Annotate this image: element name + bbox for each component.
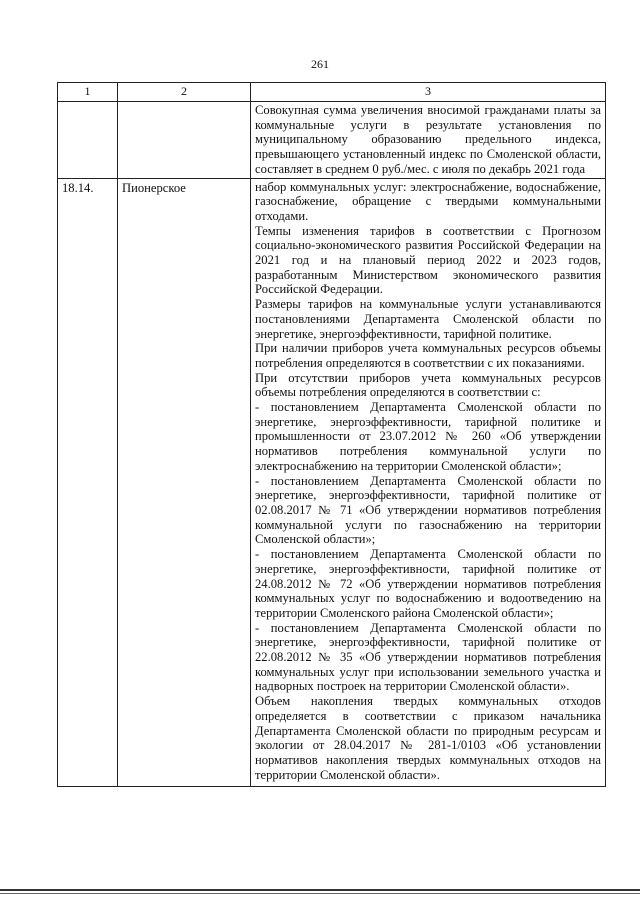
paragraph-resolution-water: - постановлением Департамента Смоленской области по энергетике, энергоэффективности, тарифной политике от 24.08.2012 № 72 «Об утверждении нормативов потребления коммунальных услуг по водоснабжению и водоотведению на территории Смоленского района Смоленской области»; [255, 547, 601, 620]
paragraph-resolution-land: - постановлением Департамента Смоленской области по энергетике, энергоэффективности, тарифной политике от 22.08.2012 № 35 «Об утверждении нормативов потребления коммунальных услуг при использовании земельного участка и надворных построек на территории Смоленской области». [255, 620, 601, 694]
continuation-name-cell [118, 102, 251, 179]
tariff-table [57, 82, 606, 787]
paragraph-unmetered: При отсутствии приборов учета коммунальных ресурсов объемы потребления определяются в соответствии с: [255, 370, 601, 400]
continuation-text-cell [251, 102, 606, 179]
column-header-1: 1 [58, 83, 118, 102]
continuation-paragraph: Совокупная сумма увеличения вносимой гражданами платы за коммунальные услуги в результате установления по муниципальному образованию предельного индекса, превышающего установленный индекс по Смоленской области, составляет в среднем 0 руб./мес. с июля по декабрь 2021 года [255, 103, 601, 176]
paragraph-tariff-rates: Темпы изменения тарифов в соответствии с Прогнозом социально-экономического развития Российской Федерации на 2021 год и на плановый период 2022 и 2023 годов, разработанным Министерством экономического развития Российской Федерации. [255, 223, 601, 297]
scan-edge-line-secondary [0, 893, 640, 894]
paragraph-solid-waste: Объем накопления твердых коммунальных отходов определяется в соответствии с приказом начальника Департамента Смоленской области по природным ресурсам и экологии от 28.04.2017 № 281-1/0103 «Об установлении нормативов накопления твердых коммунальных отходов на территории Смоленской области». [255, 694, 601, 782]
scan-edge-line [0, 889, 640, 891]
column-header-2: 2 [118, 83, 251, 102]
table-header-row [58, 83, 606, 102]
paragraph-metered: При наличии приборов учета коммунальных ресурсов объемы потребления определяются в соответствии с их показаниями. [255, 341, 601, 370]
row-description-cell [251, 178, 606, 787]
paragraph-resolution-gas: - постановлением Департамента Смоленской области по энергетике, энергоэффективности, тарифной политике от 02.08.2017 № 71 «Об утверждении нормативов потребления коммунальной услуги по газоснабжению на территории Смоленской области»; [255, 473, 601, 547]
table-row [58, 178, 606, 787]
table-row-continuation [58, 102, 606, 179]
column-header-3: 3 [251, 83, 606, 102]
continuation-number-cell [58, 102, 118, 179]
paragraph-resolution-electricity: - постановлением Департамента Смоленской области по энергетике, энергоэффективности, тарифной политике и промышленности от 23.07.2012 № 260 «Об утверждении нормативов потребления коммунальной услуги по электроснабжению на территории Смоленской области»; [255, 400, 601, 473]
paragraph-tariff-sizes: Размеры тарифов на коммунальные услуги устанавливаются постановлениями Департамента Смоленской области по энергетике, энергоэффективности, тарифной политике. [255, 297, 601, 341]
paragraph-services: набор коммунальных услуг: электроснабжение, водоснабжение, газоснабжение, обращение с твердыми коммунальными отходами. [255, 179, 601, 223]
page-number: 261 [311, 57, 329, 71]
municipality-name-cell: Пионерское [118, 178, 251, 787]
row-number-cell: 18.14. [58, 178, 118, 787]
